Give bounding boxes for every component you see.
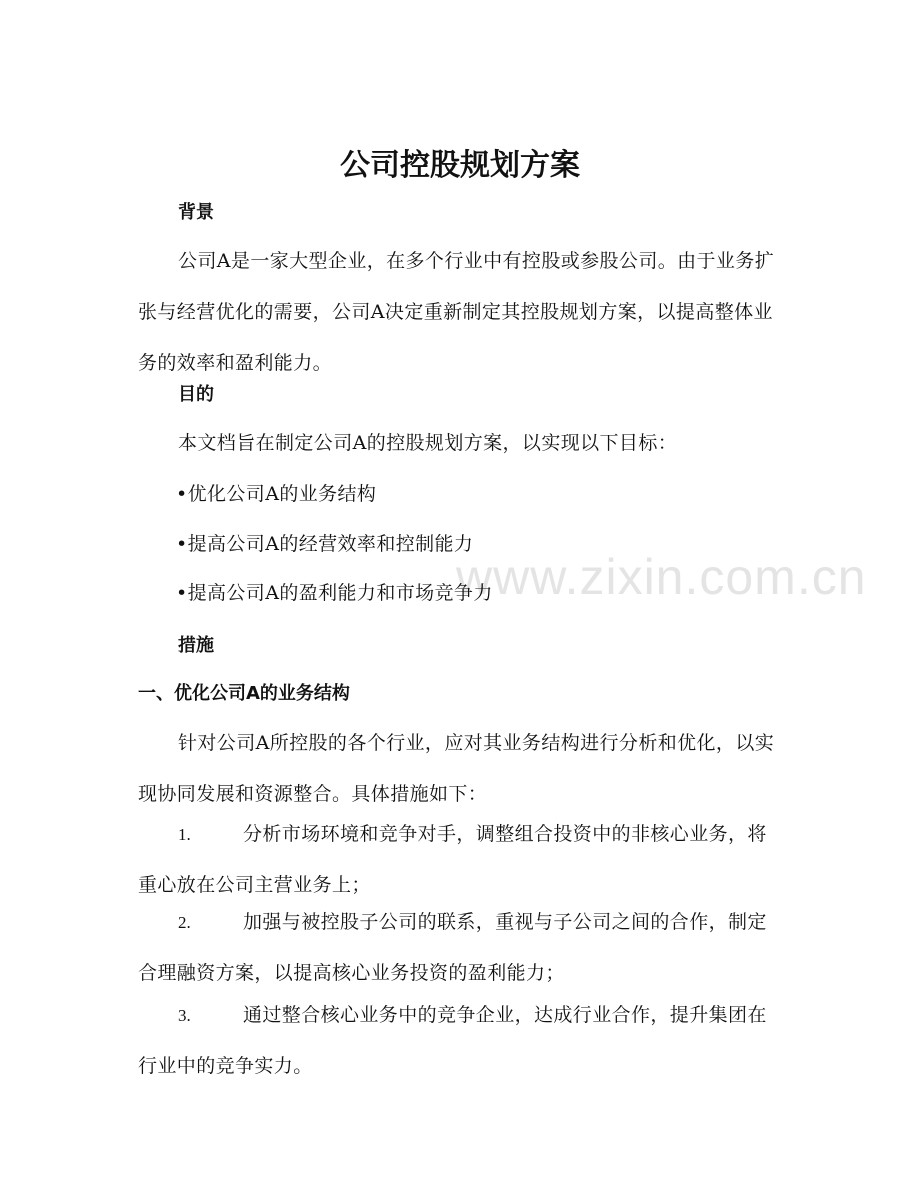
list-item-number: 2.	[178, 913, 191, 932]
background-heading: 背景	[178, 202, 214, 223]
watermark: www.zixin.com.cn	[456, 549, 867, 605]
list-item-text: 通过整合核心业务中的竞争企业，达成行业合作，提升集团在行业中的竞争实力。	[138, 1004, 767, 1077]
measure-1-heading: 一、优化公司A的业务结构	[138, 683, 350, 704]
purpose-heading: 目的	[178, 384, 214, 405]
list-item-number: 3.	[178, 1006, 191, 1025]
list-item	[138, 897, 783, 999]
measures-heading: 措施	[178, 635, 214, 656]
goal-item: •提高公司A的盈利能力和市场竞争力	[176, 582, 493, 604]
background-paragraph: 公司A是一家大型企业，在多个行业中有控股或参股公司。由于业务扩张与经营优化的需要，公司A决定重新制定其控股规划方案，以提高整体业务的效率和盈利能力。	[138, 250, 775, 374]
list-item-text: 分析市场环境和竞争对手，调整组合投资中的非核心业务，将重心放在公司主营业务上；	[138, 823, 767, 896]
goal-item: •优化公司A的业务结构	[176, 483, 377, 505]
measure-1-intro: 针对公司A所控股的各个行业，应对其业务结构进行分析和优化，以实现协同发展和资源整合。具体措施如下：	[138, 732, 775, 805]
list-item	[138, 990, 783, 1092]
goal-item: •提高公司A的经营效率和控制能力	[176, 533, 474, 555]
list-item	[138, 809, 783, 911]
list-item-text: 加强与被控股子公司的联系，重视与子公司之间的合作，制定合理融资方案，以提高核心业务投资的盈利能力；	[138, 911, 767, 984]
document-title: 公司控股规划方案	[340, 148, 580, 183]
purpose-intro: 本文档旨在制定公司A的控股规划方案，以实现以下目标：	[178, 432, 678, 454]
list-item-number: 1.	[178, 825, 191, 844]
